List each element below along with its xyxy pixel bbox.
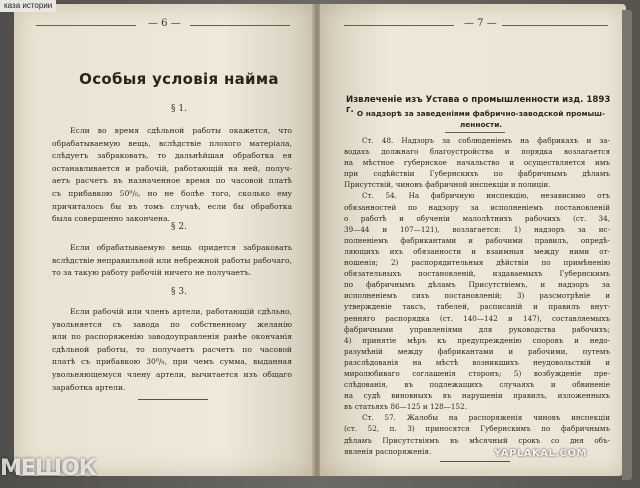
- text-line: Если рабочій или членъ артели, работающій сдѣльно,: [70, 307, 292, 316]
- subtitle-line: ленности.: [459, 120, 503, 129]
- text-line: на судѣ виновныхъ въ нарушеніи правилъ, изложенныхъ: [344, 391, 610, 401]
- left-page-title: Особыя условія найма: [79, 70, 279, 88]
- text-line: обрабатываемую вещь, вслѣдствіе плохого матеріала,: [52, 138, 292, 148]
- text-line: утвержденіе таксъ, табелей, расписаній и правилъ внут-: [344, 302, 610, 312]
- header-rule-right-a: [344, 25, 454, 26]
- text-line: водахъ должнаго благоустройства и порядка возлагается: [344, 147, 610, 157]
- text-line: ляющихъ ихъ обязанности и взаимныя между ними от-: [344, 246, 610, 256]
- text-line: увольняется съ завода по собственному желанію: [52, 319, 292, 329]
- text-line: фабричными управленіями для руководства рабочихъ;: [344, 324, 610, 334]
- section-heading-1: § 1.: [171, 104, 187, 114]
- header-rule-left-b: [190, 25, 290, 26]
- right-page-subtitle: [346, 108, 616, 130]
- text-line: дѣламъ Присутствіямъ въ мѣсячный срокъ со дня объ-: [344, 435, 610, 445]
- text-line: или по распоряженію заводоуправленія ранѣе окончанія: [52, 332, 292, 342]
- text-line: была совершенно закончена.: [52, 214, 171, 224]
- watermark-left: МЕШОК: [0, 456, 96, 481]
- text-line: при содѣйствіи Губернскихъ по фабричнымъ дѣламъ: [344, 169, 610, 179]
- text-line: на мѣстное губернское начальство и осуществляется имъ: [344, 158, 610, 168]
- text-line: причиталось бы въ томъ случаѣ, если бы обработка: [52, 201, 292, 211]
- text-line: явленія распоряженія.: [344, 446, 432, 456]
- section-3-text: [52, 306, 292, 394]
- end-rule-right: [440, 461, 510, 462]
- text-line: платѣ съ прибавкою 30⁰/₀, при чемъ сумма, выданная: [52, 357, 292, 367]
- page-number-left: — 6 —: [148, 18, 181, 29]
- text-line: увольняющемуся члену артели, вычитается изъ общаго: [52, 369, 292, 379]
- text-line: вслѣдствіе неправильной или небрежной работы рабочаго,: [52, 255, 292, 265]
- text-line: Присутствій, чиновъ фабричной инспекціи и полиціи.: [344, 180, 551, 190]
- text-line: 39—44 и 107—121), возлагается: 1) надзоръ за ис-: [344, 224, 610, 234]
- text-line: исполненіемъ сихъ постановленій; 3) разсмотрѣніе и: [344, 291, 610, 301]
- text-line: ношенія; 2) распорядительныя дѣйствія по примѣненію: [344, 258, 610, 268]
- open-book: [14, 4, 632, 482]
- text-line: заработка артели.: [52, 382, 126, 392]
- text-line: въ статьяхъ 86—125 и 128—152.: [344, 402, 467, 412]
- text-line: по фабричнымъ дѣламъ Присутствіемъ, и надзоръ за: [344, 280, 610, 290]
- header-rule-right-b: [502, 25, 608, 26]
- text-line: Ст. 54. На фабричную инспекцію, независимо отъ: [362, 191, 610, 201]
- left-page: [14, 4, 314, 476]
- text-line: обязанностей по надзору за исполненіемъ постановленій: [344, 202, 610, 212]
- subtitle-rule: [445, 132, 505, 133]
- text-line: съ прибавкою 50⁰/₀, но не болѣе того, сколько ему: [52, 188, 292, 198]
- text-line: слѣдованія, въ подлежащихъ случаяхъ и обвиненіе: [344, 380, 610, 390]
- text-line: Ст. 57. Жалобы на распоряженія чиновъ инспекціи: [362, 413, 610, 423]
- section-1-text: [52, 125, 292, 226]
- right-page: [320, 4, 626, 476]
- text-line: 4) принятіе мѣръ къ предупрежденію споровъ и недо-: [344, 335, 610, 345]
- text-line: слѣдуетъ забраковать, то дальнѣйшая обработка ея: [52, 151, 292, 161]
- text-line: Ст. 48. Надзоръ за соблюденіемъ на фабрикахъ и за-: [362, 136, 610, 145]
- section-heading-3: § 3.: [171, 287, 187, 297]
- right-page-text: [344, 135, 610, 457]
- subtitle-line: О надзорѣ за заведеніями фабрично-заводской промыш-: [356, 109, 606, 118]
- text-line: о работѣ и обученіи малолѣтнихъ рабочихъ (ст. 34,: [344, 213, 610, 223]
- text-line: Если обрабатываемую вещь придется забраковать: [70, 243, 292, 252]
- text-line: разумѣній между фабрикантами и рабочими, путемъ: [344, 346, 610, 356]
- text-line: аетъ расчетъ въ назначенное время по часовой платѣ: [52, 176, 292, 186]
- book-cover-edge: [622, 10, 632, 480]
- page-number-right: — 7 —: [464, 18, 497, 29]
- section-heading-2: § 2.: [171, 222, 187, 232]
- text-line: ренняго распорядка (ст. 140—142 и 147), составляемыхъ: [344, 313, 610, 323]
- text-line: останавливается и рабочій, работающій на ней, получ-: [52, 163, 292, 173]
- text-line: разслѣдованія на мѣстѣ возникшихъ неудовольствій и: [344, 357, 610, 367]
- section-2-text: [52, 242, 292, 280]
- text-line: миролюбиваго соглашенія сторонъ; 5) возбужденіе пре-: [344, 368, 610, 378]
- watermark-right: YAPLAKAL.COM: [494, 448, 587, 459]
- text-line: Если во время сдѣльной работы окажется, что: [70, 126, 292, 135]
- text-line: сдѣльной работы, то получаетъ расчетъ по часовой: [52, 344, 292, 354]
- right-page-title: Извлеченіе изъ Устава о промышленности изд. 1893 г.: [346, 95, 611, 115]
- corner-tag: каза истории: [0, 0, 56, 12]
- header-rule-left-a: [36, 25, 136, 26]
- end-rule-left: [138, 399, 208, 400]
- text-line: то за такую работу рабочій ничего не получаетъ.: [52, 268, 252, 278]
- text-line: обязательныхъ постановленій, издаваемыхъ Губернскимъ: [344, 269, 610, 279]
- text-line: полненіемъ фабрикантами и рабочими правилъ, опредѣ-: [344, 235, 610, 245]
- text-line: (ст. 52, п. 3) приносятся Губернскимъ по фабричнымъ: [344, 424, 610, 434]
